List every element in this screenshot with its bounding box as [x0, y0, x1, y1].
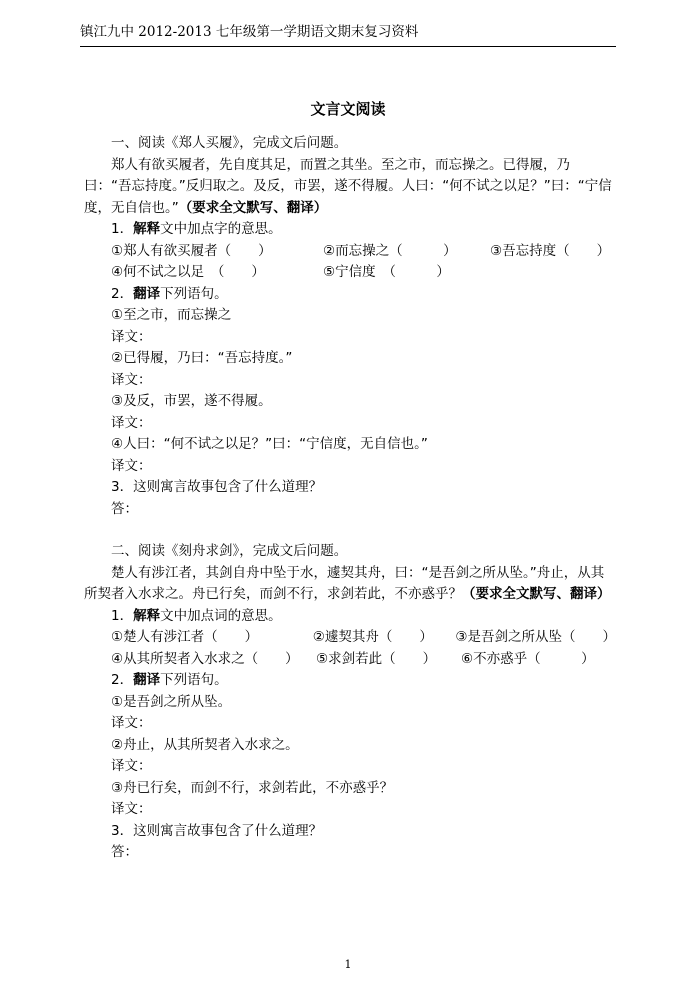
blank-item: ⑤求剑若此（ ） — [316, 650, 437, 667]
translate-item: ①是吾剑之所从坠。 — [111, 693, 232, 710]
section-1-passage — [84, 155, 616, 220]
section-2-passage-note: （要求全文默写、翻译） — [462, 586, 611, 602]
translation-label: 译文： — [111, 801, 152, 817]
section-2-q1-row-1 — [84, 627, 616, 649]
section-2-q2 — [84, 670, 616, 692]
translate-item: ③舟已行矣，而剑不行，求剑若此，不亦惑乎？ — [111, 779, 394, 796]
blank-item: ⑤宁信度 （ ） — [323, 264, 450, 280]
section-1-heading: 一、阅读《郑人买履》，完成文后问题。 — [111, 135, 348, 151]
translation-label: 译文： — [111, 457, 152, 474]
section-1-q1 — [84, 219, 616, 241]
blank-item: ②遽契其舟（ ） — [312, 629, 433, 645]
translation-label: 译文： — [111, 328, 152, 345]
q-keyword: 解释 — [133, 221, 161, 237]
section-2-q1-row-2 — [84, 649, 616, 671]
translation-label: 译文： — [111, 371, 152, 388]
q-number: 1． — [111, 607, 134, 624]
blank-item: ④从其所契者入水求之（ ） — [111, 650, 299, 667]
translation-label: 译文： — [111, 414, 152, 431]
answer-label: 答： — [111, 844, 138, 860]
section-1-q1-row-2 — [84, 262, 616, 284]
section-2-passage — [84, 563, 616, 606]
q-text: 下列语句。 — [160, 285, 228, 302]
section-2-q3: 3．这则寓言故事包含了什么道理？ — [111, 822, 323, 839]
blank-item: ③吾忘持度（ ） — [490, 242, 611, 259]
q-text: 下列语句。 — [160, 672, 228, 688]
blank-item: ①郑人有欲买履者（ ） — [111, 242, 272, 259]
answer-label: 答： — [111, 500, 138, 517]
translate-item: ④人曰：“何不试之以足？”曰：“宁信度，无自信也。” — [111, 436, 428, 452]
section-1-q3: 3．这则寓言故事包含了什么道理？ — [111, 479, 323, 495]
page-number: 1 — [344, 958, 352, 971]
translate-item: ③及反，市罢，遂不得履。 — [111, 393, 272, 409]
translate-item: ②已得履，乃曰：“吾忘持度。” — [111, 350, 293, 366]
q-number: 1． — [111, 221, 134, 237]
blank-item: ⑥不亦惑乎（ ） — [461, 650, 595, 667]
translate-item: ①至之市，而忘操之 — [111, 307, 232, 323]
document-body — [84, 133, 616, 864]
q-keyword: 解释 — [133, 607, 161, 624]
q-text: 文中加点字的意思。 — [160, 221, 282, 237]
section-2-q1 — [84, 606, 616, 628]
q-number: 2． — [111, 672, 134, 688]
section-2-passage-text: 楚人有涉江者，其剑自舟中坠于水，遽契其舟，曰：“是吾剑之所从坠。”舟止，从其所契者入水求之。舟已行矣，而剑不行，求剑若此，不亦惑乎？ — [84, 564, 605, 602]
translation-label: 译文： — [111, 758, 152, 774]
q-keyword: 翻译 — [133, 285, 161, 302]
section-gap — [84, 520, 616, 541]
blank-item: ③是吾剑之所从坠（ ） — [455, 629, 616, 645]
section-1-q2 — [84, 284, 616, 306]
translation-label: 译文： — [111, 715, 152, 731]
section-2-heading: 二、阅读《刻舟求剑》，完成文后问题。 — [111, 543, 348, 559]
q-keyword: 翻译 — [133, 672, 161, 688]
blank-item: ②而忘操之（ ） — [323, 242, 457, 259]
section-1-passage-text: 郑人有欲买履者，先自度其足，而置之其坐。至之市，而忘操之。已得履，乃曰：“吾忘持度。”反归取之。及反，市罢，遂不得履。人曰：“何不试之以足？”曰：“宁信度，无自信也。” — [84, 156, 612, 216]
q-number: 2． — [111, 285, 134, 302]
q-text: 文中加点词的意思。 — [160, 607, 282, 624]
translate-item: ②舟止，从其所契者入水求之。 — [111, 736, 299, 753]
blank-item: ①楚人有涉江者（ ） — [111, 629, 259, 645]
page-header: 镇江九中 2012-2013 七年级第一学期语文期末复习资料 — [80, 22, 616, 47]
section-1-passage-note: （要求全文默写、翻译） — [178, 199, 328, 216]
section-1-q1-row-1 — [84, 241, 616, 263]
page-title: 文言文阅读 — [310, 100, 386, 118]
blank-item: ④何不试之以足 （ ） — [111, 264, 265, 280]
